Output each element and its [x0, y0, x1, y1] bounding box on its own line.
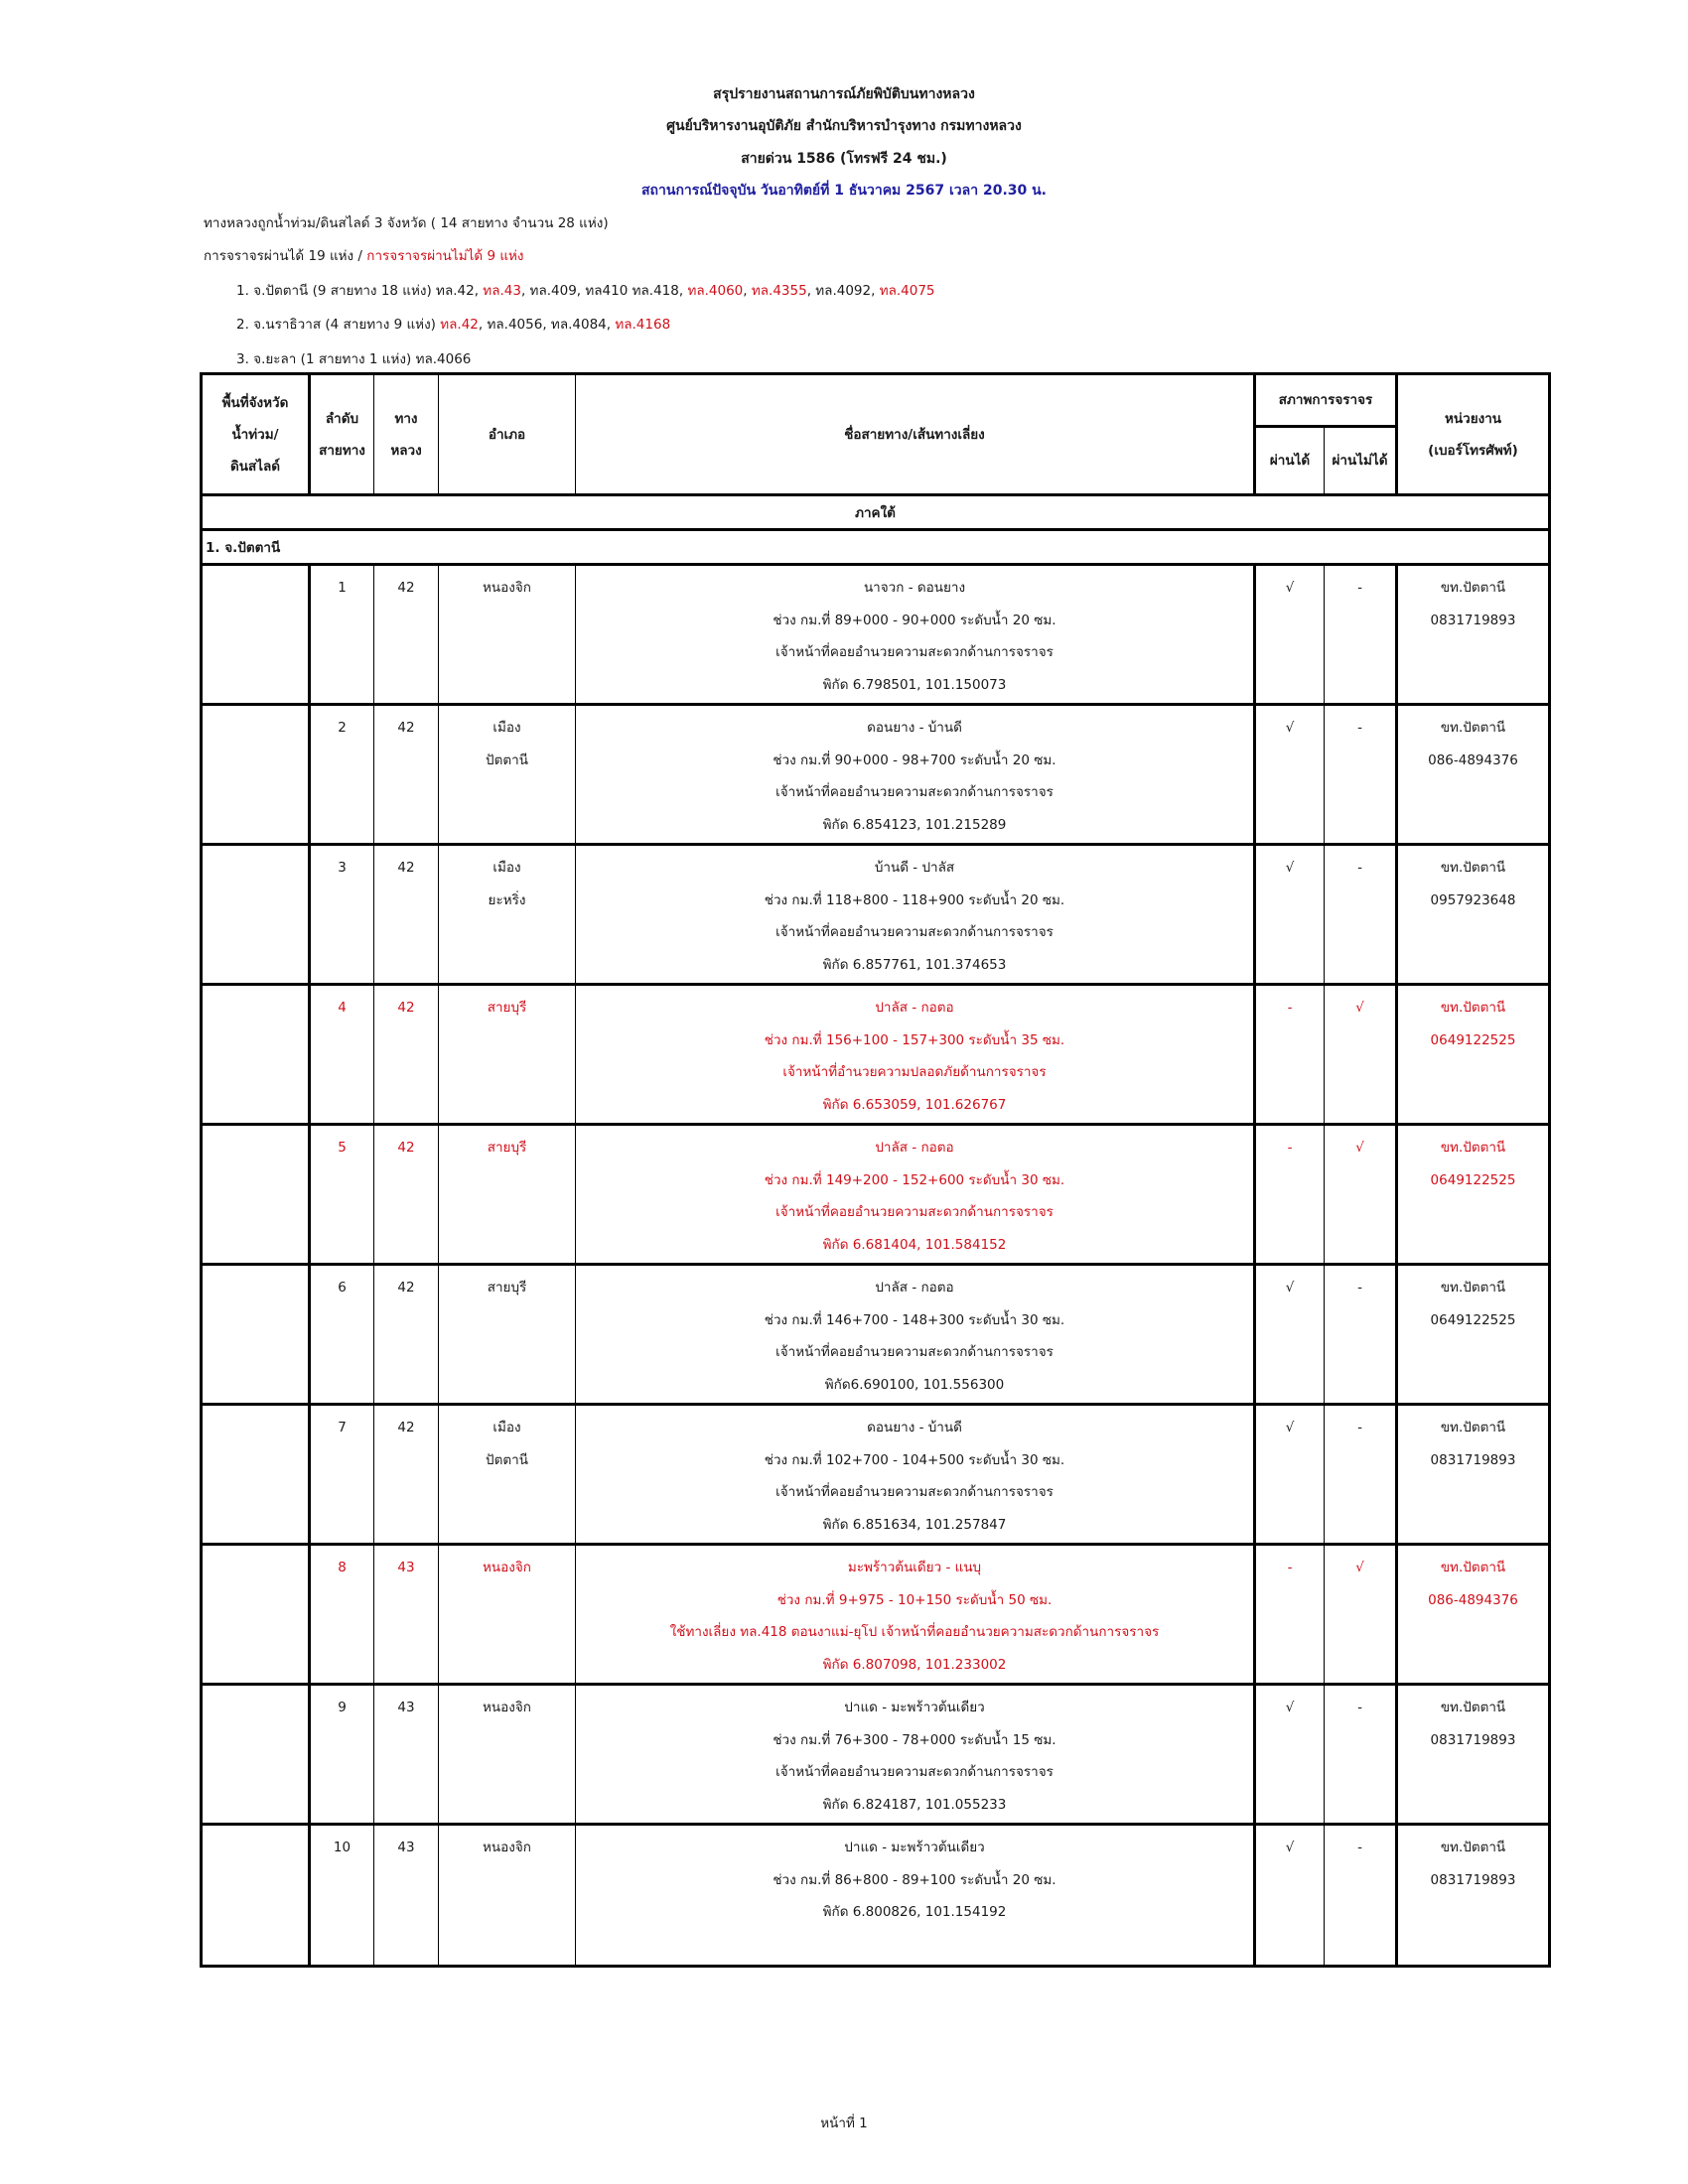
province-summary: 2. จ.นราธิวาส (4 สายทาง 9 แห่ง) ทล.42, ทล.4056, ทล.4084, ทล.4168 — [236, 317, 671, 333]
route-cell: ปาแด - มะพร้าวต้นเดียว ช่วง กม.ที่ 76+300 - 78+000 ระดับน้ำ 15 ซม. เจ้าหน้าที่คอยอำนวยความสะดวกด้านการจราจร พิกัด 6.824187, 101.055233 — [576, 1685, 1255, 1825]
route-code: ทล.4056 — [487, 317, 543, 333]
area-cell — [202, 845, 310, 985]
route-cell: ปาลัส - กอตอ ช่วง กม.ที่ 149+200 - 152+600 ระดับน้ำ 30 ซม. เจ้าหน้าที่คอยอำนวยความสะดวกด้านการจราจร พิกัด 6.681404, 101.584152 — [576, 1125, 1255, 1265]
route-cell: ปาแด - มะพร้าวต้นเดียว ช่วง กม.ที่ 86+800 - 89+100 ระดับน้ำ 20 ซม. พิกัด 6.800826, 101.154192 — [576, 1825, 1255, 1967]
header-area: พื้นที่จังหวัด น้ำท่วม/ ดินสไลด์ — [202, 374, 310, 495]
agency-cell: ขท.ปัตตานี 086-4894376 — [1397, 1545, 1550, 1685]
no-pass-cell: - — [1325, 845, 1397, 985]
no-pass-cell: √ — [1325, 1545, 1397, 1685]
district-cell: หนองจิก — [439, 1825, 576, 1967]
pass-cell: √ — [1255, 1405, 1325, 1545]
pass-cell: √ — [1255, 1825, 1325, 1967]
order-cell: 8 — [310, 1545, 374, 1685]
province-summary: 1. จ.ปัตตานี (9 สายทาง 18 แห่ง) ทล.42, ทล.43, ทล.409, ทล410 ทล.418, ทล.4060, ทล.4355, ทล.4092, ทล.4075 — [236, 283, 935, 299]
route-cell: ปาลัส - กอตอ ช่วง กม.ที่ 156+100 - 157+300 ระดับน้ำ 35 ซม. เจ้าหน้าที่อำนวยความปลอดภัยด้านการจราจร พิกัด 6.653059, 101.626767 — [576, 985, 1255, 1125]
traffic-summary — [204, 244, 524, 266]
province-label: 1. จ.ปัตตานี (9 สายทาง 18 แห่ง) — [236, 283, 437, 299]
impassable-count: การจราจรผ่านไม่ได้ 9 แห่ง — [366, 248, 524, 264]
no-pass-cell: - — [1325, 1265, 1397, 1405]
pass-cell: √ — [1255, 565, 1325, 705]
route-code: ทล.4355 — [751, 283, 807, 299]
affected-summary: ทางหลวงถูกน้ำท่วม/ดินสไลด์ 3 จังหวัด ( 14 สายทาง จำนวน 28 แห่ง) — [204, 215, 609, 231]
route-code: ทล.4060 — [687, 283, 744, 299]
pass-cell: √ — [1255, 845, 1325, 985]
table-row — [202, 705, 1550, 845]
pass-cell: - — [1255, 1545, 1325, 1685]
order-cell: 9 — [310, 1685, 374, 1825]
route-cell: นาจวก - ดอนยาง ช่วง กม.ที่ 89+000 - 90+000 ระดับน้ำ 20 ซม. เจ้าหน้าที่คอยอำนวยความสะดวกด้านการจราจร พิกัด 6.798501, 101.150073 — [576, 565, 1255, 705]
status-time: สถานการณ์ปัจจุบัน วันอาทิตย์ที่ 1 ธันวาคม 2567 เวลา 20.30 น. — [640, 183, 1048, 199]
agency-cell: ขท.ปัตตานี 0957923648 — [1397, 845, 1550, 985]
pass-cell: √ — [1255, 1265, 1325, 1405]
district-cell: สายบุรี — [439, 1125, 576, 1265]
pass-cell: - — [1255, 985, 1325, 1125]
order-cell: 7 — [310, 1405, 374, 1545]
table-row — [202, 1405, 1550, 1545]
passable-count: การจราจรผ่านได้ 19 แห่ง / — [204, 248, 367, 264]
order-cell: 6 — [310, 1265, 374, 1405]
highway-cell: 42 — [374, 845, 439, 985]
district-cell: สายบุรี — [439, 985, 576, 1125]
table-row — [202, 1265, 1550, 1405]
no-pass-cell: √ — [1325, 1125, 1397, 1265]
area-cell — [202, 1265, 310, 1405]
header-pass: ผ่านได้ — [1255, 427, 1325, 495]
agency-cell: ขท.ปัตตานี 0831719893 — [1397, 1685, 1550, 1825]
route-code: ทล.43 — [483, 283, 521, 299]
agency-cell: ขท.ปัตตานี 0831719893 — [1397, 565, 1550, 705]
province-label: 1. จ.ปัตตานี — [202, 530, 1550, 565]
header-highway: ทาง หลวง — [374, 374, 439, 495]
disaster-table — [200, 372, 1551, 1968]
header-order: ลำดับ สายทาง — [310, 374, 374, 495]
route-code: ทล.4084 — [550, 317, 607, 333]
agency-cell: ขท.ปัตตานี 0649122525 — [1397, 1265, 1550, 1405]
district-cell: เมือง ปัตตานี — [439, 705, 576, 845]
order-cell: 1 — [310, 565, 374, 705]
route-cell: บ้านดี - ปาลัส ช่วง กม.ที่ 118+800 - 118+900 ระดับน้ำ 20 ซม. เจ้าหน้าที่คอยอำนวยความสะดวกด้านการจราจร พิกัด 6.857761, 101.374653 — [576, 845, 1255, 985]
order-cell: 10 — [310, 1825, 374, 1967]
pass-cell: √ — [1255, 1685, 1325, 1825]
area-cell — [202, 985, 310, 1125]
pass-cell: - — [1255, 1125, 1325, 1265]
table-row — [202, 565, 1550, 705]
order-cell: 4 — [310, 985, 374, 1125]
route-code: ทล.42 — [436, 283, 475, 299]
area-cell — [202, 1685, 310, 1825]
route-code: ทล.4168 — [615, 317, 671, 333]
header-traffic: สภาพการจราจร — [1255, 374, 1397, 427]
route-code: ทล.42 — [440, 317, 479, 333]
agency-cell: ขท.ปัตตานี 0649122525 — [1397, 985, 1550, 1125]
highway-cell: 43 — [374, 1685, 439, 1825]
order-cell: 2 — [310, 705, 374, 845]
province-label: 2. จ.นราธิวาส (4 สายทาง 9 แห่ง) — [236, 317, 441, 333]
district-cell: หนองจิก — [439, 565, 576, 705]
order-cell: 3 — [310, 845, 374, 985]
agency-cell: ขท.ปัตตานี 0831719893 — [1397, 1825, 1550, 1967]
no-pass-cell: - — [1325, 705, 1397, 845]
highway-cell: 42 — [374, 1405, 439, 1545]
no-pass-cell: - — [1325, 1685, 1397, 1825]
no-pass-cell: - — [1325, 1405, 1397, 1545]
header-district: อำเภอ — [439, 374, 576, 495]
area-cell — [202, 1125, 310, 1265]
pass-cell: √ — [1255, 705, 1325, 845]
route-code: ทล.4075 — [879, 283, 935, 299]
area-cell — [202, 705, 310, 845]
hotline: สายด่วน 1586 (โทรฟรี 24 ชม.) — [741, 151, 947, 167]
area-cell — [202, 565, 310, 705]
district-cell: เมือง ยะหริ่ง — [439, 845, 576, 985]
highway-cell: 42 — [374, 565, 439, 705]
agency-cell: ขท.ปัตตานี 0649122525 — [1397, 1125, 1550, 1265]
highway-cell: 42 — [374, 705, 439, 845]
highway-cell: 42 — [374, 985, 439, 1125]
route-cell: ปาลัส - กอตอ ช่วง กม.ที่ 146+700 - 148+300 ระดับน้ำ 30 ซม. เจ้าหน้าที่คอยอำนวยความสะดวกด้านการจราจร พิกัด6.690100, 101.556300 — [576, 1265, 1255, 1405]
report-title: สรุปรายงานสถานการณ์ภัยพิบัติบนทางหลวง — [713, 86, 975, 102]
agency-cell: ขท.ปัตตานี 086-4894376 — [1397, 705, 1550, 845]
region-label: ภาคใต้ — [202, 495, 1550, 530]
page-number: หน้าที่ 1 — [820, 2116, 868, 2131]
no-pass-cell: - — [1325, 1825, 1397, 1967]
district-cell: เมือง ปัตตานี — [439, 1405, 576, 1545]
table-row — [202, 1125, 1550, 1265]
highway-cell: 42 — [374, 1265, 439, 1405]
table-row — [202, 845, 1550, 985]
table-row — [202, 1685, 1550, 1825]
route-code: ทล410 ทล.418 — [585, 283, 679, 299]
highway-cell: 42 — [374, 1125, 439, 1265]
province-summary — [236, 347, 471, 369]
province-row — [202, 530, 1550, 565]
header-route: ชื่อสายทาง/เส้นทางเลี่ยง — [576, 374, 1255, 495]
table-row — [202, 1825, 1550, 1967]
no-pass-cell: - — [1325, 565, 1397, 705]
area-cell — [202, 1545, 310, 1685]
route-cell: ดอนยาง - บ้านดี ช่วง กม.ที่ 102+700 - 104+500 ระดับน้ำ 30 ซม. เจ้าหน้าที่คอยอำนวยความสะดวกด้านการจราจร พิกัด 6.851634, 101.257847 — [576, 1405, 1255, 1545]
highway-cell: 43 — [374, 1545, 439, 1685]
region-row — [202, 495, 1550, 530]
district-cell: หนองจิก — [439, 1685, 576, 1825]
order-cell: 5 — [310, 1125, 374, 1265]
district-cell: สายบุรี — [439, 1265, 576, 1405]
highway-cell: 43 — [374, 1825, 439, 1967]
table-row — [202, 1545, 1550, 1685]
province-label: 3. จ.ยะลา (1 สายทาง 1 แห่ง) — [236, 351, 416, 367]
route-code: ทล.4066 — [415, 351, 472, 367]
no-pass-cell: √ — [1325, 985, 1397, 1125]
district-cell: หนองจิก — [439, 1545, 576, 1685]
table-row — [202, 985, 1550, 1125]
area-cell — [202, 1825, 310, 1967]
header-agency: หน่วยงาน (เบอร์โทรศัพท์) — [1397, 374, 1550, 495]
route-code: ทล.4092 — [815, 283, 872, 299]
report-subtitle: ศูนย์บริหารงานอุบัติภัย สำนักบริหารบำรุงทาง กรมทางหลวง — [666, 118, 1022, 134]
route-cell: มะพร้าวต้นเดียว - แนบุ ช่วง กม.ที่ 9+975 - 10+150 ระดับน้ำ 50 ซม. ใช้ทางเลี่ยง ทล.418 ตอนงาแม่-ยุโป เจ้าหน้าที่คอยอำนวยความสะดวกด้านการจราจร พิกัด 6.807098, 101.233002 — [576, 1545, 1255, 1685]
route-cell: ดอนยาง - บ้านดี ช่วง กม.ที่ 90+000 - 98+700 ระดับน้ำ 20 ซม. เจ้าหน้าที่คอยอำนวยความสะดวกด้านการจราจร พิกัด 6.854123, 101.215289 — [576, 705, 1255, 845]
area-cell — [202, 1405, 310, 1545]
route-code: ทล.409 — [529, 283, 577, 299]
header-no-pass: ผ่านไม่ได้ — [1325, 427, 1397, 495]
agency-cell: ขท.ปัตตานี 0831719893 — [1397, 1405, 1550, 1545]
